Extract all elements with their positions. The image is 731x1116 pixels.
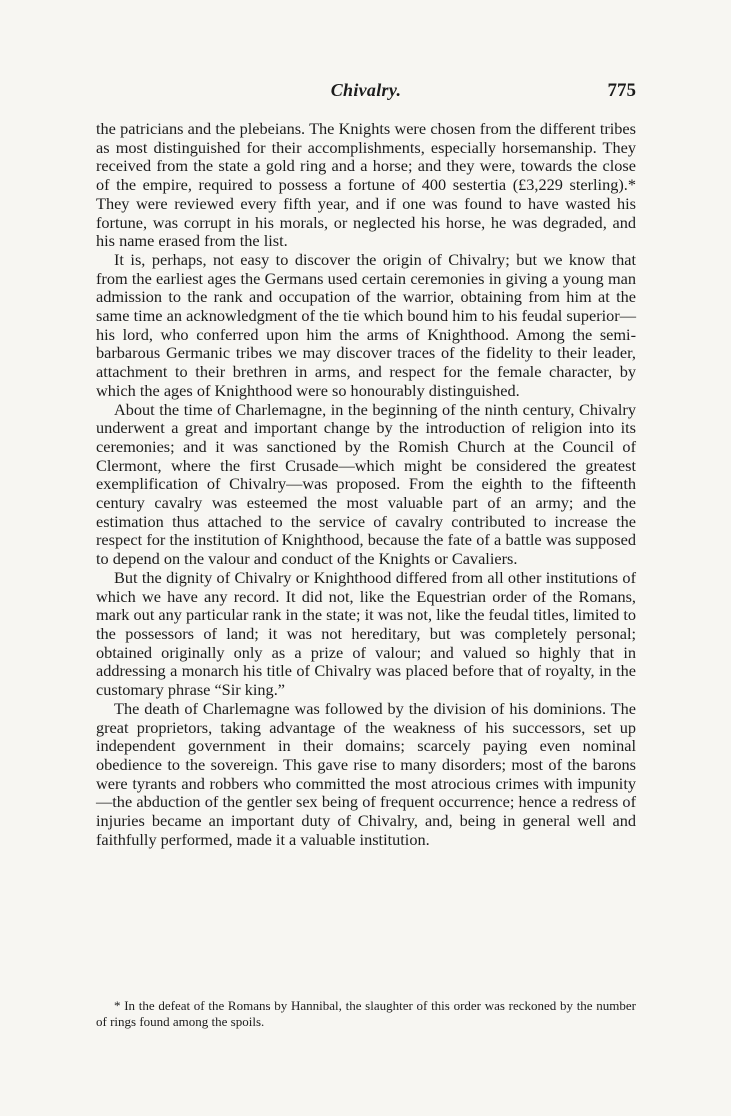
paragraph: But the dignity of Chivalry or Knighthood differed from all other institutions of which we have any record. It did not, like the Equestrian order of the Romans, mark out any particular rank in the state; it was not, like the feudal titles, limited to the possessors of land; it was not hereditary, but was completely personal; obtained originally only as a prize of valour; and valued so highly that in addressing a monarch his title of Chivalry was placed before that of royalty, in the customary phrase “Sir king.” — [96, 567, 636, 700]
footnote: * In the defeat of the Romans by Hannibal, the slaughter of this order was reckoned by the number of rings found among the spoils. — [96, 998, 636, 1029]
page-number: 775 — [607, 80, 636, 101]
paragraph: It is, perhaps, not easy to discover the origin of Chivalry; but we know that from the earliest ages the Germans used certain ceremonies in giving a young man admission to the rank and occupation of the warrior, obtaining from him at the same time an acknowledgment of the tie which bound him to his feudal superior—his lord, who conferred upon him the arms of Knighthood. Among the semi-barbarous Germanic tribes we may discover traces of the fidelity to their leader, attachment to their brethren in arms, and respect for the female character, by which the ages of Knighthood were so honourably distinguished. — [96, 249, 636, 400]
paragraph: About the time of Charlemagne, in the beginning of the ninth century, Chivalry underwent a great and important change by the introduction of religion into its ceremonies; and it was sanctioned by the Romish Church at the Council of Clermont, where the first Crusade—which might be considered the greatest exemplification of Chivalry—was proposed. From the eighth to the fifteenth century cavalry was esteemed the most valuable part of an army; and the estimation thus attached to the service of cavalry contributed to increase the respect for the institution of Knighthood, because the fate of a battle was supposed to depend on the valour and conduct of the Knights or Cavaliers. — [96, 399, 636, 569]
page-header — [96, 80, 636, 106]
body-text — [96, 120, 636, 849]
paragraph: the patricians and the plebeians. The Knights were chosen from the different tribes as most distinguished for their accomplishments, especially horsemanship. They received from the state a gold ring and a horse; and they were, towards the close of the empire, required to possess a fortune of 400 sestertia (£3,229 sterling).* They were reviewed every fifth year, and if one was found to have wasted his fortune, was corrupt in his morals, or neglected his horse, he was degraded, and his name erased from the list. — [96, 119, 636, 251]
paragraph: The death of Charlemagne was followed by the division of his dominions. The great proprietors, taking advantage of the weakness of his successors, set up independent government in their domains; scarcely paying even nominal obedience to the sovereign. This gave rise to many disorders; most of the barons were tyrants and robbers who committed the most atrocious crimes with impunity—the abduction of the gentler sex being of frequent occurrence; hence a redress of injuries became an important duty of Chivalry, and, being in general well and faithfully performed, made it a valuable institution. — [96, 698, 636, 849]
running-title: Chivalry. — [330, 80, 402, 100]
